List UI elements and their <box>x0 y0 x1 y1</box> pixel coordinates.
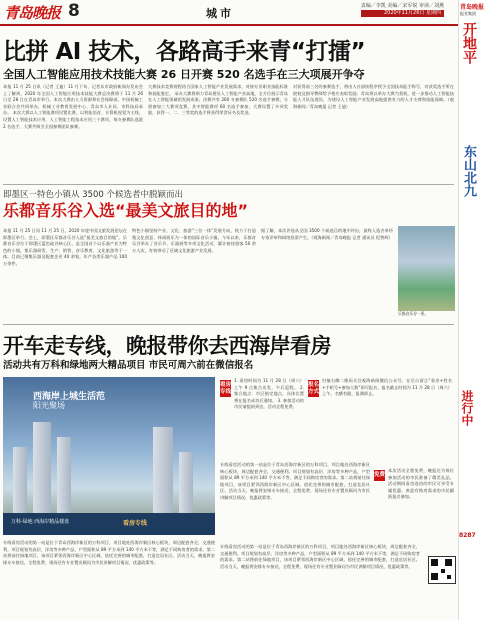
ad-band <box>3 513 215 535</box>
story3-main-column-2: 专线看房活动的第一站是位于青岛西海岸新区的万科项目，项目地处西海岸新区核心板块，周边配套齐全，交通便利。项目规划有高层、洋房等多种产品，户型面积从 89 平方米到 140 平方米不等，满足不同购房者的需求。第二站将前往绿地项目，该项目紧邻西海岸新区中心区域，依托完善的城市配套，打造宜居社区。活动当天，晚报将安排专车接送，全程免费，现场还有专业置业顾问为市民讲解项目情况、优惠政策等。 <box>220 544 420 569</box>
building-shape <box>153 427 173 517</box>
music-valley-photo <box>398 226 455 316</box>
building-shape <box>33 422 51 517</box>
story2-headline: 乐都音乐谷入选“最美文旅目的地” <box>3 201 249 220</box>
story3-extra-column: 专线看房活动的第一站是位于青岛西海岸新区的万科项目，项目地处西海岸新区核心板块，周边配套齐全，交通便利。项目规划有高层、洋房等多种产品，户型面积从 89 平方米到 140 平方米不等，满足不同购房者的需求。第二站将前往绿地项目，该项目紧邻西海岸新区中心区域，依托完善的城市配套，打造宜居社区。活动当天，晚报将安排专车接送，全程免费，现场还有专业置业顾问为市民讲解项目情况、优惠政策等。 <box>220 462 370 500</box>
building-shape <box>57 437 71 517</box>
label-free: 免费 <box>374 470 385 481</box>
divider-2 <box>3 324 454 325</box>
ad-band-highlight: 看房专线 <box>123 520 148 527</box>
section-title: 城市 <box>206 7 234 20</box>
qr-module <box>441 569 445 573</box>
ad-band-text: 万科·绿地 西海岸精品楼盘 <box>11 519 70 525</box>
qr-module <box>447 575 451 579</box>
next-page-strip <box>458 0 484 620</box>
building-shape <box>179 452 193 517</box>
story2-column-1: 本报 11 月 25 日讯 11 月 25 日，2020 年度中国文旅发展论坛在即墨区举行。会上，即墨区乐都音乐谷入选“最美文旅目的地”。乐都音乐谷位于即墨区蓝色硅谷核心区，是全国首个以乐器产业为特色的小镇，集乐器研发、生产、销售、音乐教育、文化旅游等于一体。目前已聚集乐器及配套企业 40 余家，年产各类乐器产品 100 万余件。 <box>3 228 127 266</box>
label-route: 看房专线 <box>220 380 231 397</box>
story2-column-3: 据了解，本次评选从全国 3500 个候选目的地中评出，最终入选名单经专家评审和网络投票产生。（观海新闻／青岛晚报 记者 通讯员 纪曾辉） <box>261 228 393 240</box>
page-number: 8 <box>68 1 80 21</box>
qr-finder <box>431 573 438 580</box>
story1-subhead: 全国人工智能应用技术技能大赛 26 日开赛 520 名选手在三大项展开争夺 <box>3 68 365 81</box>
story1-column-1: 本报 11 月 25 日讯（记者 王迪）11 月下旬，记者从市政府新闻办发布会上了解到，2020 年全国人工智能应用技术技能大赛总决赛将于 11 月 26 日至 28 日在青岛市举行。本次大赛由人力资源和社会保障部、中国机械工业联合会共同举办，机械工业教育发展中心、青岛市人社局、市科技局承办。 本次大赛以人工智能赛项设置比赛，以智能语音、计算机视觉为主线，设置人工智能技术应用、人工智能工程技术应用三个赛项，每支参赛队选派 2 名选手，大赛共吸引全国参赛团队参赛。 <box>3 84 143 129</box>
real-estate-ad-image <box>3 377 215 535</box>
next-page-bottom-text: 进行中 <box>460 390 474 426</box>
story1-headline: 比拼 AI 技术，各路高手来青“打擂” <box>3 39 366 65</box>
story3-signup-column: 扫描右侧二维码关注观海新闻微信公众号，在后台留言“看房+姓名+手机号+参加人数”即可报名。报名截止时间为 11 月 28 日（周六）上午。名额有限，报满即止。 <box>322 378 452 397</box>
story3-free-column: 本次活动全程免费，晚报还为每位参加活动的市民准备了精美礼品。活动期间看房选房的市民可享受专属优惠。欢迎有购房需求的市民踊跃报名参加。 <box>388 468 454 500</box>
building-shape <box>13 447 27 517</box>
photo-caption: 乐都音乐谷一景。 <box>398 311 455 316</box>
qr-finder <box>445 559 452 566</box>
next-page-subtitle: 东山北九 <box>461 145 476 197</box>
issue-date: 2020年11月26日 星期四 <box>361 10 444 17</box>
next-page-phone: 8287 <box>459 532 476 539</box>
story2-column-2: 特色小镇坚持产业、文化、旅游“三位一体”发展方向，致力于打造集文化创意、休闲娱乐为一体的国际音乐小镇。今年以来，乐都音乐谷举办了音乐节、乐器展等多项文化活动，累计接待游客 50 余万人次，有效带动了区域文化旅游产业发展。 <box>132 228 256 253</box>
masthead-logo: 青岛晚报 <box>4 4 61 22</box>
ad-subtitle: 阳光聚场 <box>33 401 65 410</box>
qr-code-icon <box>428 556 456 584</box>
label-signup: 报名方式 <box>308 380 319 397</box>
page-header <box>0 0 458 26</box>
story2-kicker: 即墨区一特色小镇从 3500 个候选者中脱颖而出 <box>3 190 184 200</box>
next-page-label: 报业集团 <box>460 11 476 16</box>
story1-column-2: 大赛技术竞赛规程结合国家人工智能产业发展需求，对接专业职业技能标准和技能鉴定。 承办大赛将助力青岛建设人工智能产业高地，全方位展示青岛在人工智能领域的发展成果。决赛共有 260 支参赛队 520 名选手参赛，分别参加三大赛项竞赛，其中智能赛项 60 名选手参加，大赛设置了多项奖励，获得一、二、三等奖的选手将获得荣誉证书及奖金。 <box>148 84 288 116</box>
editor-credits: 责编／李凯 美编／宋军锐 审读／刘燕 <box>360 3 444 9</box>
story3-route-column: 1. 看房时间为 11 月 28 日（周六）上午 9 点集合出发，午后返程。 2. 集合地点：市区指定地点，具体位置将在报名成功后通知。 3. 参加活动的市民请提前到达，活动全程免费。 <box>234 378 304 410</box>
story1-column-3: 对获得前三名的参赛选手，将由人社部按程序授予全国技术能手称号，对获奖选手所在院校及指导教师给予相应表彰奖励。青岛将以举办大赛为契机，进一步推动人工智能技能人才队伍建设，为建设人工智能产业发展高地提供有力的人才支撑和技能保障。（观海新闻／青岛晚报 记者 王迪） <box>293 84 454 109</box>
next-page-headline: 开地平 <box>461 22 477 64</box>
qr-finder <box>431 559 438 566</box>
story3-subhead: 活动共有万科和绿地两大精品项目 市民可周六前在微信报名 <box>3 360 254 371</box>
story3-headline: 开车走专线，晚报带你去西海岸看房 <box>3 334 331 358</box>
next-page-logo: 青岛晚报 <box>460 4 484 11</box>
divider-1 <box>3 184 454 185</box>
header-meta <box>361 3 444 17</box>
ad-title: 西海岸上城生活范 <box>33 392 106 402</box>
story3-main-column: 专线看房活动的第一站是位于青岛西海岸新区的万科项目，项目地处西海岸新区核心板块，周边配套齐全，交通便利。项目规划有高层、洋房等多种产品，户型面积从 89 平方米到 140 平方米不等，满足不同购房者的需求。第二站将前往绿地项目，该项目紧邻西海岸新区中心区域，依托完善的城市配套，打造宜居社区。活动当天，晚报将安排专车接送，全程免费，现场还有专业置业顾问为市民讲解项目情况、优惠政策等。 <box>3 540 215 565</box>
